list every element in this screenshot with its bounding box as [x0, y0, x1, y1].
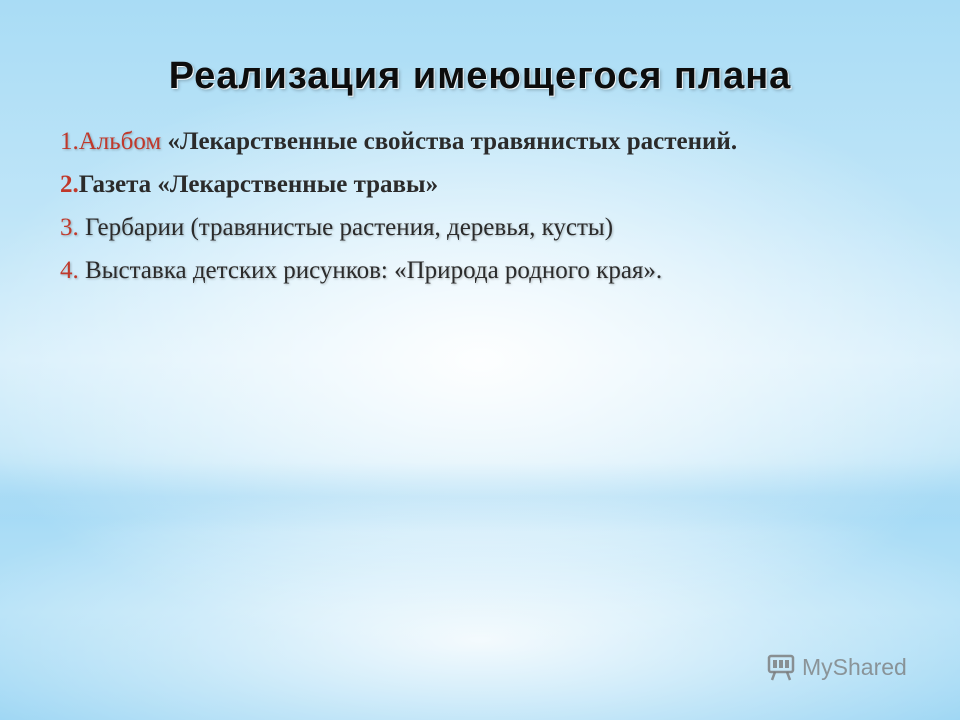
watermark-label: MyShared [802, 653, 907, 680]
slide-title: Реализация имеющегося плана [168, 55, 792, 97]
myshared-watermark [766, 652, 907, 682]
list-item [60, 212, 880, 244]
item-number: 1. [60, 128, 79, 155]
projector-screen-icon [766, 652, 796, 682]
item-head: Альбом [78, 128, 162, 155]
plan-list [60, 126, 880, 287]
list-item [60, 126, 880, 158]
item-text: Газета «Лекарственные травы» [78, 171, 439, 198]
list-item [60, 169, 880, 201]
item-text: Выставка детских рисунков: «Природа родного края». [78, 257, 663, 284]
item-text: Гербарии (травянистые растения, деревья, кусты) [78, 214, 614, 241]
item-number: 2. [60, 171, 79, 198]
item-number: 3. [60, 214, 79, 241]
list-item [60, 255, 880, 287]
item-number: 4. [60, 257, 79, 284]
item-text: «Лекарственные свойства травянистых растений. [161, 128, 738, 155]
